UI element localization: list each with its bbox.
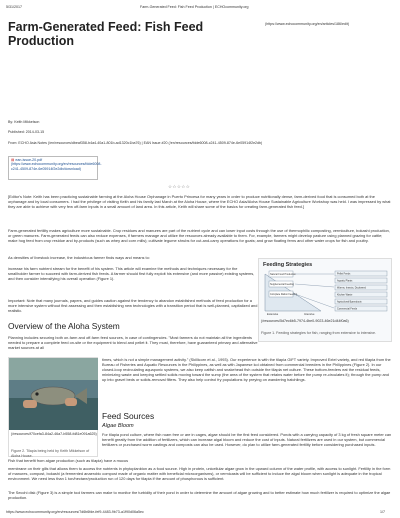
paragraph-6: times, which is not a simple management activity." (Skillicorn et al., 1993). Our experience is with the tilapia GIFT variety. Improved Extel variety, and red tilapia from the Bureau of Fisheries and Aquatic Resources in the Philippines, as well as with Japanese koi obtained from commercial breeders in the Philippines (Figure 2). In our closed-loop recirculating aquaponic systems, we also keep catfish and snakehead fish outside the tilapia net culture. These bottom-feeders eat the residual feeds, minimizing waste and keeping settled solids moving toward the sump (the area of the system that retains water before the pump re-circulates it); through the pump and up into gravel beds or solids-removal filters. They also help control fry populations by preying on wandering hatchlings. (102, 357, 391, 382)
pdf-icon: ▤ (11, 158, 15, 162)
article-edit-link[interactable]: (https://www.echocommunity.org/en/articles/186/edit) (265, 22, 350, 26)
paragraph-10: The Secchi disk (Figure 3) is a simple tool farmers can make to monitor the turbidity of their pond in order to determine the amount of algae growing and to better estimate how much fertilizer is required to optimize the algae production. (8, 490, 391, 500)
feeding-strategies-diagram (259, 259, 392, 317)
diagram-label-extensive: Extensive (267, 313, 279, 316)
published-date: Published: 2014-03-15 (8, 130, 45, 134)
diagram-box-1-label: Natural Food Production (270, 273, 296, 277)
diagram-rbox-3-label: Worms, Insects, Duckweed (337, 286, 366, 290)
editor-note: [Editor's Note: Keith has been practicing sustainable farming at the Aloha House Orphanage in Puerto Princesa for many years in order to produce nutritionally dense, farm-derived food that is consumed both at the orphanage and by local consumers. I had the privilege of visiting Keith and his family last March at the Aloha House, where the ECHO Asia/Aloha House Sustainable Agriculture Workshop was held. I was impressed by what they are able to achieve with very few off-farm inputs in a small amount of land area. In this article, Keith will share some of the basics for creating farm-generated fish feed.] (8, 194, 391, 209)
diagram-connector-2 (295, 284, 334, 287)
paragraph-3: increase his farm nutrient stream for the benefit of his system. This article will examine the methods and techniques necessary for the smallholder farmer to succeed with farm-derived fish feeds. A farmer should first fully exploit his extensive (and more passive) existing systems, and then consider intensifying his overall operation (Figure 1). (8, 266, 255, 281)
heading-algae-bloom: Algae Bloom (102, 423, 134, 429)
paragraph-7: For tilapia pond culture, where fish roam free or are in cages, algae should be the first feed considered. Ponds with a carrying capacity of 3 kg of fresh square meter can benefit greatly from the addition of fertilizers, which can increase algal bloom and reduce the cost of inputs. Natural fertilizers are used in our system, but commercial fertilizers or purchased worm castings and composts can also be used. However, do plan to utilize farm-generated fertility before considering purchased inputs. (102, 432, 392, 447)
diagram-rbox-6-label: Commercial Feeds (337, 307, 358, 311)
paragraph-1: Farm-generated fertility makes agriculture more sustainable. Crop residues and manures are part of the nutrient cycle and can lower input costs through the use of thermophilic composting, vermiculture, bokashi production, or green manures. Farm-generated feeds can also reduce expenses, if farmers manage and utilize the resources already available to them. For, example, farmers might develop pasture using planned grazing for cattle; make hog feed from crop residue and by-products (such as whey and corn mills); cultivate legume shrubs for cut-and-carry operations for goats; and grow floating ferns and other water crops for fish and poultry. (8, 228, 390, 243)
article-title: Farm-Generated Feed: Fish Feed Production (8, 20, 204, 48)
figure-1-resource-link[interactable]: (/resources/5d7ec6b5-7974-4be0-9023-46e21d44f0a6) (261, 319, 349, 323)
print-date: 5/31/2017 (6, 5, 22, 9)
diagram-label-intensive: Intensive (304, 313, 315, 316)
footer-url[interactable]: https://www.echocommunity.org/en/resources/7d6b6fde-fef9-4483-9b73-a1f90d06a5ec (6, 510, 144, 514)
diagram-rbox-1-label: Pellet Feeds (337, 272, 351, 276)
rating-stars[interactable]: ☆☆☆☆☆ (168, 184, 191, 189)
diagram-rbox-4-label: Kitchen Waste (337, 293, 353, 297)
tilapia-photo-image (9, 358, 98, 430)
heading-feed-sources: Feed Sources (102, 411, 155, 421)
diagram-box-3-label: Complete Ration Feeding (270, 293, 298, 297)
from-line: From: ECHO Asia Notes (/en/resources/dbeaf358-b4a4-40a1-801b-ad1320c1ba76) | EAN Issue #20 (/en/resources/fdde6008-c241-4509-874e-6e05914f2e2db) (8, 141, 263, 145)
print-doc-title: Farm-Generated Feed: Fish Feed Production | ECHOcommunity.org (140, 5, 249, 9)
figure-2-caption: Figure 2. Tilapia being held by Keith Mikkelson of Aloha House. (11, 449, 90, 458)
pdf-download-link[interactable]: (https://www.echocommunity.org/en/resources/fdde6008-c241-4509-874e-6e05914f2e2db/download) (11, 162, 102, 171)
diagram-box-2-label: Supplemental Feeding (270, 283, 294, 287)
heading-overview: Overview of the Aloha System (8, 321, 120, 331)
paragraph-5: Planning includes securing both on-farm and off-farm feed sources, in case of contingencies. "Most farmers do not maintain all the ingredients needed to prepare a complete feed on-site or the equipment to blend and pellet it. They must, therefore, have guaranteed primary and alternative market sources at all (8, 335, 258, 350)
diagram-rbox-5-label: Agricultural Byproducts (337, 300, 362, 304)
paragraph-4: Important: Note that many journals, papers, and guides caution against the tendency to abandon established methods of feed production for a more intensive system without first assessing and then establishing new technologies with a transition period that is well-planned, capitalized and realistic. (8, 298, 258, 313)
diagram-rbox-2-label: Aquatic Plants (337, 279, 353, 283)
diagram-heading: Feeding Strategies (263, 262, 313, 268)
pdf-download-label[interactable]: ean-issue-20.pdf (15, 158, 43, 162)
byline: By: Keith Mikkelson (8, 120, 40, 124)
figure-2-tilapia-photo (8, 357, 98, 457)
paragraph-8: Fish that benefit from algae production (such as tilapia) have a mucus (8, 458, 129, 463)
figure-1-caption: Figure 1. Feeding strategies for fish, ranging from extensive to intensive. (261, 331, 377, 335)
footer-page-number: 1/7 (380, 510, 385, 514)
figure-2-resource-link[interactable]: (/resources/f70cefa3-84a2-46a7-b558-fd81e091a625) (11, 432, 97, 436)
figure-1-feeding-strategies (258, 258, 392, 342)
pdf-download-box[interactable] (8, 156, 102, 180)
paragraph-9: membrane on their gills that allows them to access the nutrients in phytoplankton as a food source. High in protein, unicellular algae grow in the upward column of the water profile, with access to sunlight. Fertility in the form of manures, compost, bokashi (a fermented anaerobic compost made of organic matter with beneficial microorganisms), or vermicasts will be sufficient to induce the algal bloom when sunlight is adequate in the tropical environment. We need less than 1 ton/hectare/production run of 120 days for tilapia if the amount of phosphorous is sufficient. (8, 466, 391, 481)
paragraph-2: As densities of livestock increase, the industrious farmer finds ways and means to: (8, 255, 150, 260)
